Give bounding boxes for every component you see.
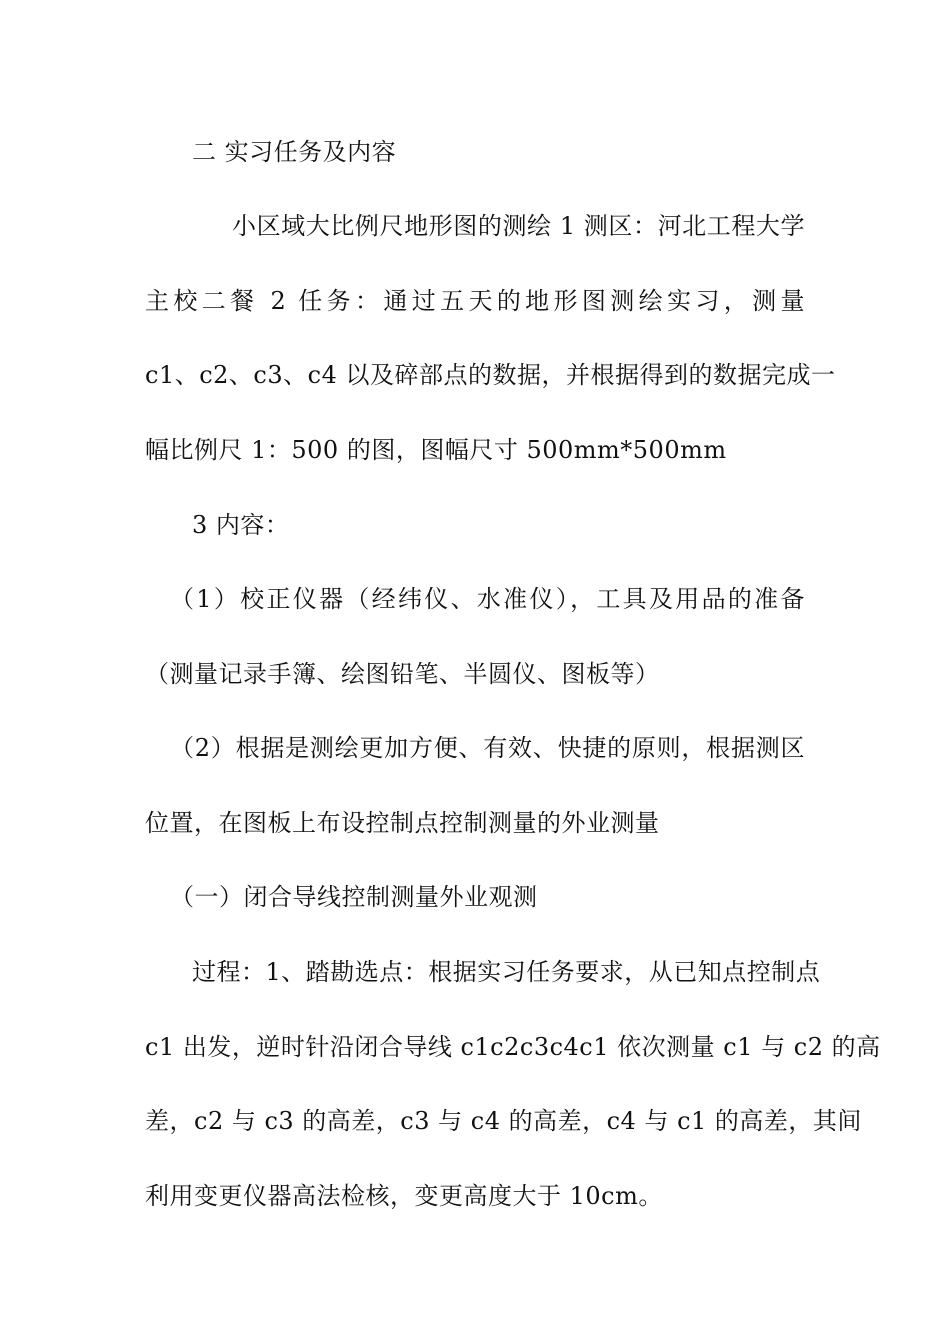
process-line-3: 差，c2 与 c3 的高差，c3 与 c4 的高差，c4 与 c1 的高差，其间 <box>145 1107 862 1135</box>
paragraph-line-4: 幅比例尺 1：500 的图，图幅尺寸 500mm*500mm <box>145 436 727 464</box>
process-line-1: 过程：1、踏勘选点：根据实习任务要求，从已知点控制点 <box>192 958 821 986</box>
item-1-line-2: （测量记录手簿、绘图铅笔、半圆仪、图板等） <box>145 660 660 688</box>
process-line-2: c1 出发，逆时针沿闭合导线 c1c2c3c4c1 依次测量 c1 与 c2 的高 <box>145 1033 881 1061</box>
item-2-line-1: （2）根据是测绘更加方便、有效、快捷的原则，根据测区 <box>170 734 805 762</box>
paragraph-line-1: 小区域大比例尺地形图的测绘 1 测区：河北工程大学 <box>232 212 805 240</box>
process-line-4: 利用变更仪器高法检核，变更高度大于 10cm。 <box>145 1182 663 1210</box>
content-heading: 3 内容： <box>192 511 290 539</box>
item-1-line-1: （1）校正仪器（经纬仪、水准仪），工具及用品的准备 <box>170 585 805 613</box>
paragraph-line-2: 主校二餐 2 任务：通过五天的地形图测绘实习，测量 <box>145 287 805 315</box>
section-heading: 二 实习任务及内容 <box>192 138 397 166</box>
item-2-line-2: 位置，在图板上布设控制点控制测量的外业测量 <box>145 809 660 837</box>
subsection-heading: （一）闭合导线控制测量外业观测 <box>170 883 538 911</box>
paragraph-line-3: c1、c2、c3、c4 以及碎部点的数据，并根据得到的数据完成一 <box>145 361 836 389</box>
